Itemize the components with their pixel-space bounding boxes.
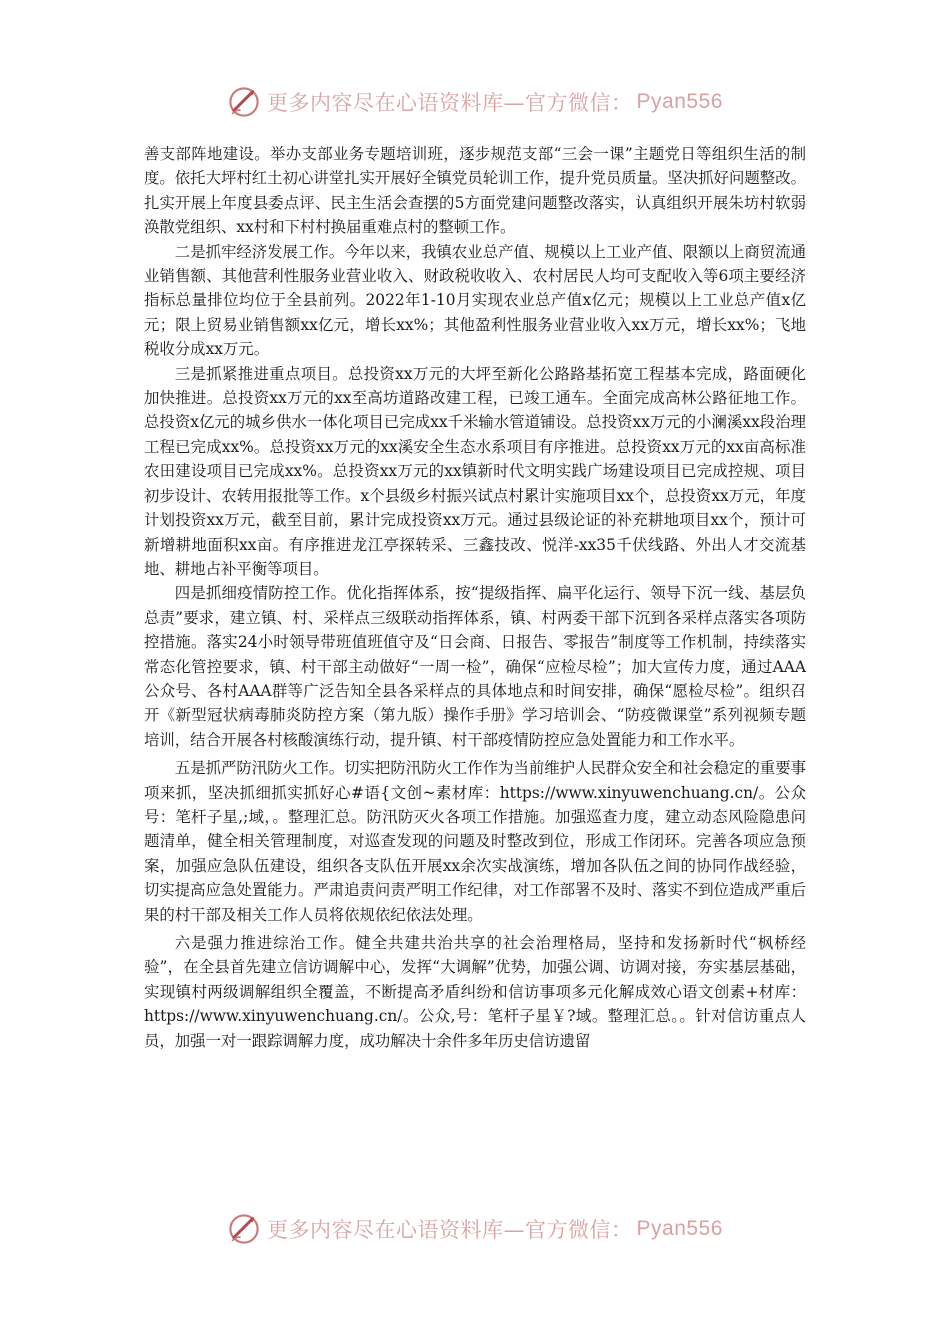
paragraph-4: 四是抓细疫情防控工作。优化指挥体系，按“提级指挥、扁平化运行、领导下沉一线、基层负总责”要求，建立镇、村、采样点三级联动指挥体系，镇、村两委干部下沉到各采样点落实各项防控措施。落实24小时领导带班值班值守及“日会商、日报告、零报告”制度等工作机制，持续落实常态化管控要求，镇、村干部主动做好“一周一检”，确保“应检尽检”；加大宣传力度，通过AAA公众号、各村AAA群等广泛告知全县各采样点的具体地点和时间安排，确保“愿检尽检”。组织召开《新型冠状病毒肺炎防控方案（第九版）操作手册》学习培训会、“防疫微课堂”系列视频专题培训，结合开展各村核酸演练行动，提升镇、村干部疫情防控应急处置能力和工作水平。: [144, 584, 806, 749]
paragraph-2: 二是抓牢经济发展工作。今年以来，我镇农业总产值、规模以上工业产值、限额以上商贸流通业销售额、其他营利性服务业营业收入、财政税收收入、农村居民人均可支配收入等6项主要经济指标总量排位均位于全县前列。2022年1-10月实现农业总产值x亿元；规模以上工业总产值x亿元；限上贸易业销售额xx亿元，增长xx%；其他盈利性服务业营业收入xx万元，增长xx%；飞地税收分成xx万元。: [144, 242, 806, 359]
banner-text: 更多内容尽在心语资料库—官方微信：: [267, 1218, 633, 1242]
wechat-handle: Pyan556: [636, 90, 723, 113]
paragraph-1: 善支部阵地建设。举办支部业务专题培训班，逐步规范支部“三会一课”主题党日等组织生活的制度。依托大坪村红土初心讲堂扎实开展好全镇党员轮训工作，提升党员质量。坚决抓好问题整改。扎实开展上年度县委点评、民主生活会查摆的5方面党建问题整改落实，认真组织开展朱坊村软弱涣散党组织、xx村和下村村换届重难点村的整顿工作。: [144, 145, 806, 237]
pen-logo-icon: [227, 1212, 261, 1246]
footer-watermark-banner: [0, 1209, 950, 1249]
banner-text: 更多内容尽在心语资料库—官方微信：: [267, 91, 633, 115]
paragraph-3: 三是抓紧推进重点项目。总投资xx万元的大坪至新化公路路基拓宽工程基本完成，路面硬化加快推进。总投资xx万元的xx至高坊道路改建工程，已竣工通车。全面完成高林公路征地工作。总投资x亿元的城乡供水一体化项目已完成xx千米输水管道铺设。总投资xx万元的小澜溪xx段治理工程已完成xx%。总投资xx万元的xx溪安全生态水系项目有序推进。总投资xx万元的xx亩高标准农田建设项目已完成xx%。总投资xx万元的xx镇新时代文明实践广场建设项目已完成控规、项目初步设计、农转用报批等工作。x个县级乡村振兴试点村累计实施项目xx个，总投资xx万元，年度计划投资xx万元，截至目前，累计完成投资xx万元。通过县级论证的补充耕地项目xx个，预计可新增耕地面积xx亩。有序推进龙江亭探转采、三鑫技改、悦洋-xx35千伏线路、外出人才交流基地、耕地占补平衡等项目。: [144, 364, 806, 578]
pen-logo-icon: [227, 85, 261, 119]
header-watermark-banner: [0, 82, 950, 122]
document-body: [144, 142, 806, 1053]
paragraph-6: 六是强力推进综治工作。健全共建共治共享的社会治理格局，坚持和发扬新时代“枫桥经验”，在全县首先建立信访调解中心，发挥“大调解”优势，加强公调、访调对接，夯实基层基础，实现镇村两级调解组织全覆盖，不断提高矛盾纠纷和信访事项多元化解成效心语文创素+材库：https://www.xinyuwenchuang.cn/。公众,号：笔杆子星￥?域。整理汇总。。针对信访重点人员，加强一对一跟踪调解力度，成功解决十余件多年历史信访遗留: [144, 934, 806, 1050]
paragraph-5: 五是抓严防汛防火工作。切实把防汛防火工作作为当前维护人民群众安全和社会稳定的重要事项来抓，坚决抓细抓实抓好心#语{文创~素材库：https://www.xinyuwenchuang.cn/。公众号：笔杆子星,;域，。整理汇总。防汛防灭火各项工作措施。加强巡查力度，建立动态风险隐患问题清单，健全相关管理制度，对巡查发现的问题及时整改到位，形成工作闭环。完善各项应急预案，加强应急队伍建设，组织各支队伍开展xx余次实战演练，增加各队伍之间的协同作战经验，切实提高应急处置能力。严肃追责问责严明工作纪律，对工作部署不及时、落实不到位造成严重后果的村干部及相关工作人员将依规依纪依法处理。: [144, 759, 806, 924]
wechat-handle: Pyan556: [636, 1217, 723, 1240]
